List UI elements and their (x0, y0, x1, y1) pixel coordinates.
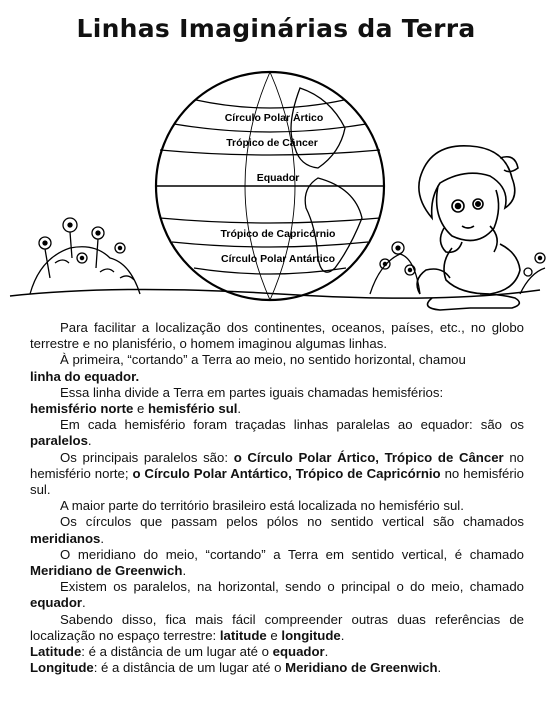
paragraph-text: Em cada hemisfério foram traçadas linhas paralelas ao equador: são os (60, 417, 524, 433)
bold-term: hemisfério norte (30, 401, 134, 417)
paragraph-text: Os círculos que passam pelos pólos no sentido vertical são chamados (60, 514, 524, 530)
body-text (30, 320, 524, 676)
paragraph (30, 352, 524, 368)
paragraph (30, 369, 524, 385)
paragraph-text: . (100, 530, 105, 546)
paragraph-text: . (340, 627, 345, 643)
paragraph (30, 385, 524, 401)
bold-term: Meridiano de Greenwich (30, 563, 183, 579)
paragraph-text: : é a distância de um lugar até o (81, 644, 273, 660)
paragraph (30, 450, 524, 499)
paragraph (30, 579, 524, 611)
flowers-left-illustration (30, 218, 140, 294)
equator-label: Equador (256, 172, 300, 184)
arctic-circle-label: Círculo Polar Ártico (224, 112, 324, 124)
paragraph-text: Para facilitar a localização dos continentes, oceanos, países, etc., no globo terrestre e no planisfério, o homem imaginou algumas linhas. (30, 320, 524, 352)
globe-illustration (0, 58, 552, 314)
paragraph-text: Existem os paralelos, na horizontal, sendo o principal o do meio, chamado (60, 579, 524, 595)
paragraph-text: no hemisfério norte; (30, 449, 524, 481)
paragraph-text: À primeira, “cortando” a Terra ao meio, no sentido horizontal, chamou (60, 352, 466, 368)
bold-term: o Círculo Polar Antártico, Trópico de Capricórnio (132, 465, 441, 481)
bold-term: equador (30, 595, 83, 611)
paragraph-text: . (182, 563, 187, 579)
bold-term: Longitude (30, 660, 94, 676)
bold-term: Latitude (30, 644, 82, 660)
girl-illustration (417, 146, 520, 310)
bold-term: meridianos (30, 530, 101, 546)
paragraph-text: Essa linha divide a Terra em partes iguais chamadas hemisférios: (60, 384, 444, 400)
paragraph (30, 417, 524, 449)
paragraph-text: O meridiano do meio, “cortando” a Terra em sentido vertical, é chamado (60, 546, 524, 562)
paragraph-text: . (437, 660, 442, 676)
bold-term: Meridiano de Greenwich (285, 660, 438, 676)
paragraph-text: . (87, 433, 92, 449)
paragraph (30, 401, 524, 417)
tropic-capricorn-label: Trópico de Capricórnio (220, 228, 336, 240)
bold-term: linha do equador. (30, 368, 140, 384)
paragraph (30, 547, 524, 579)
bold-term: equador (272, 644, 325, 660)
paragraph-text: e (133, 401, 148, 417)
paragraph-text: e (266, 627, 282, 643)
page-title: Linhas Imaginárias da Terra (76, 14, 476, 43)
paragraph (30, 320, 524, 352)
paragraph-text: . (324, 644, 329, 660)
paragraph (30, 660, 524, 676)
paragraph-text: Sabendo disso, fica mais fácil compreender outras duas referências de localização no espaço terrestre: (30, 611, 524, 643)
antarctic-circle-label: Círculo Polar Antártico (221, 253, 335, 265)
paragraph-text: A maior parte do território brasileiro está localizada no hemisfério sul. (60, 498, 464, 514)
paragraph (30, 498, 524, 514)
tropic-cancer-label: Trópico de Câncer (226, 137, 318, 149)
paragraph-text: : é a distância de um lugar até o (93, 660, 286, 676)
earth-globe (156, 72, 384, 300)
paragraph (30, 612, 524, 644)
paragraph-text: . (237, 401, 242, 417)
paragraph-text: . (82, 595, 86, 611)
paragraph-text: Os principais paralelos são: (60, 449, 234, 465)
bold-term: latitude (219, 627, 267, 643)
ground-line (10, 289, 540, 298)
paragraph (30, 644, 524, 660)
paragraph-text: no hemisfério sul. (30, 465, 525, 498)
bold-term: longitude (281, 627, 341, 643)
bold-term: o Círculo Polar Ártico, Trópico de Câncer (233, 449, 504, 465)
bold-term: hemisfério sul (148, 401, 238, 417)
paragraph (30, 514, 524, 546)
bold-term: paralelos (30, 433, 88, 449)
